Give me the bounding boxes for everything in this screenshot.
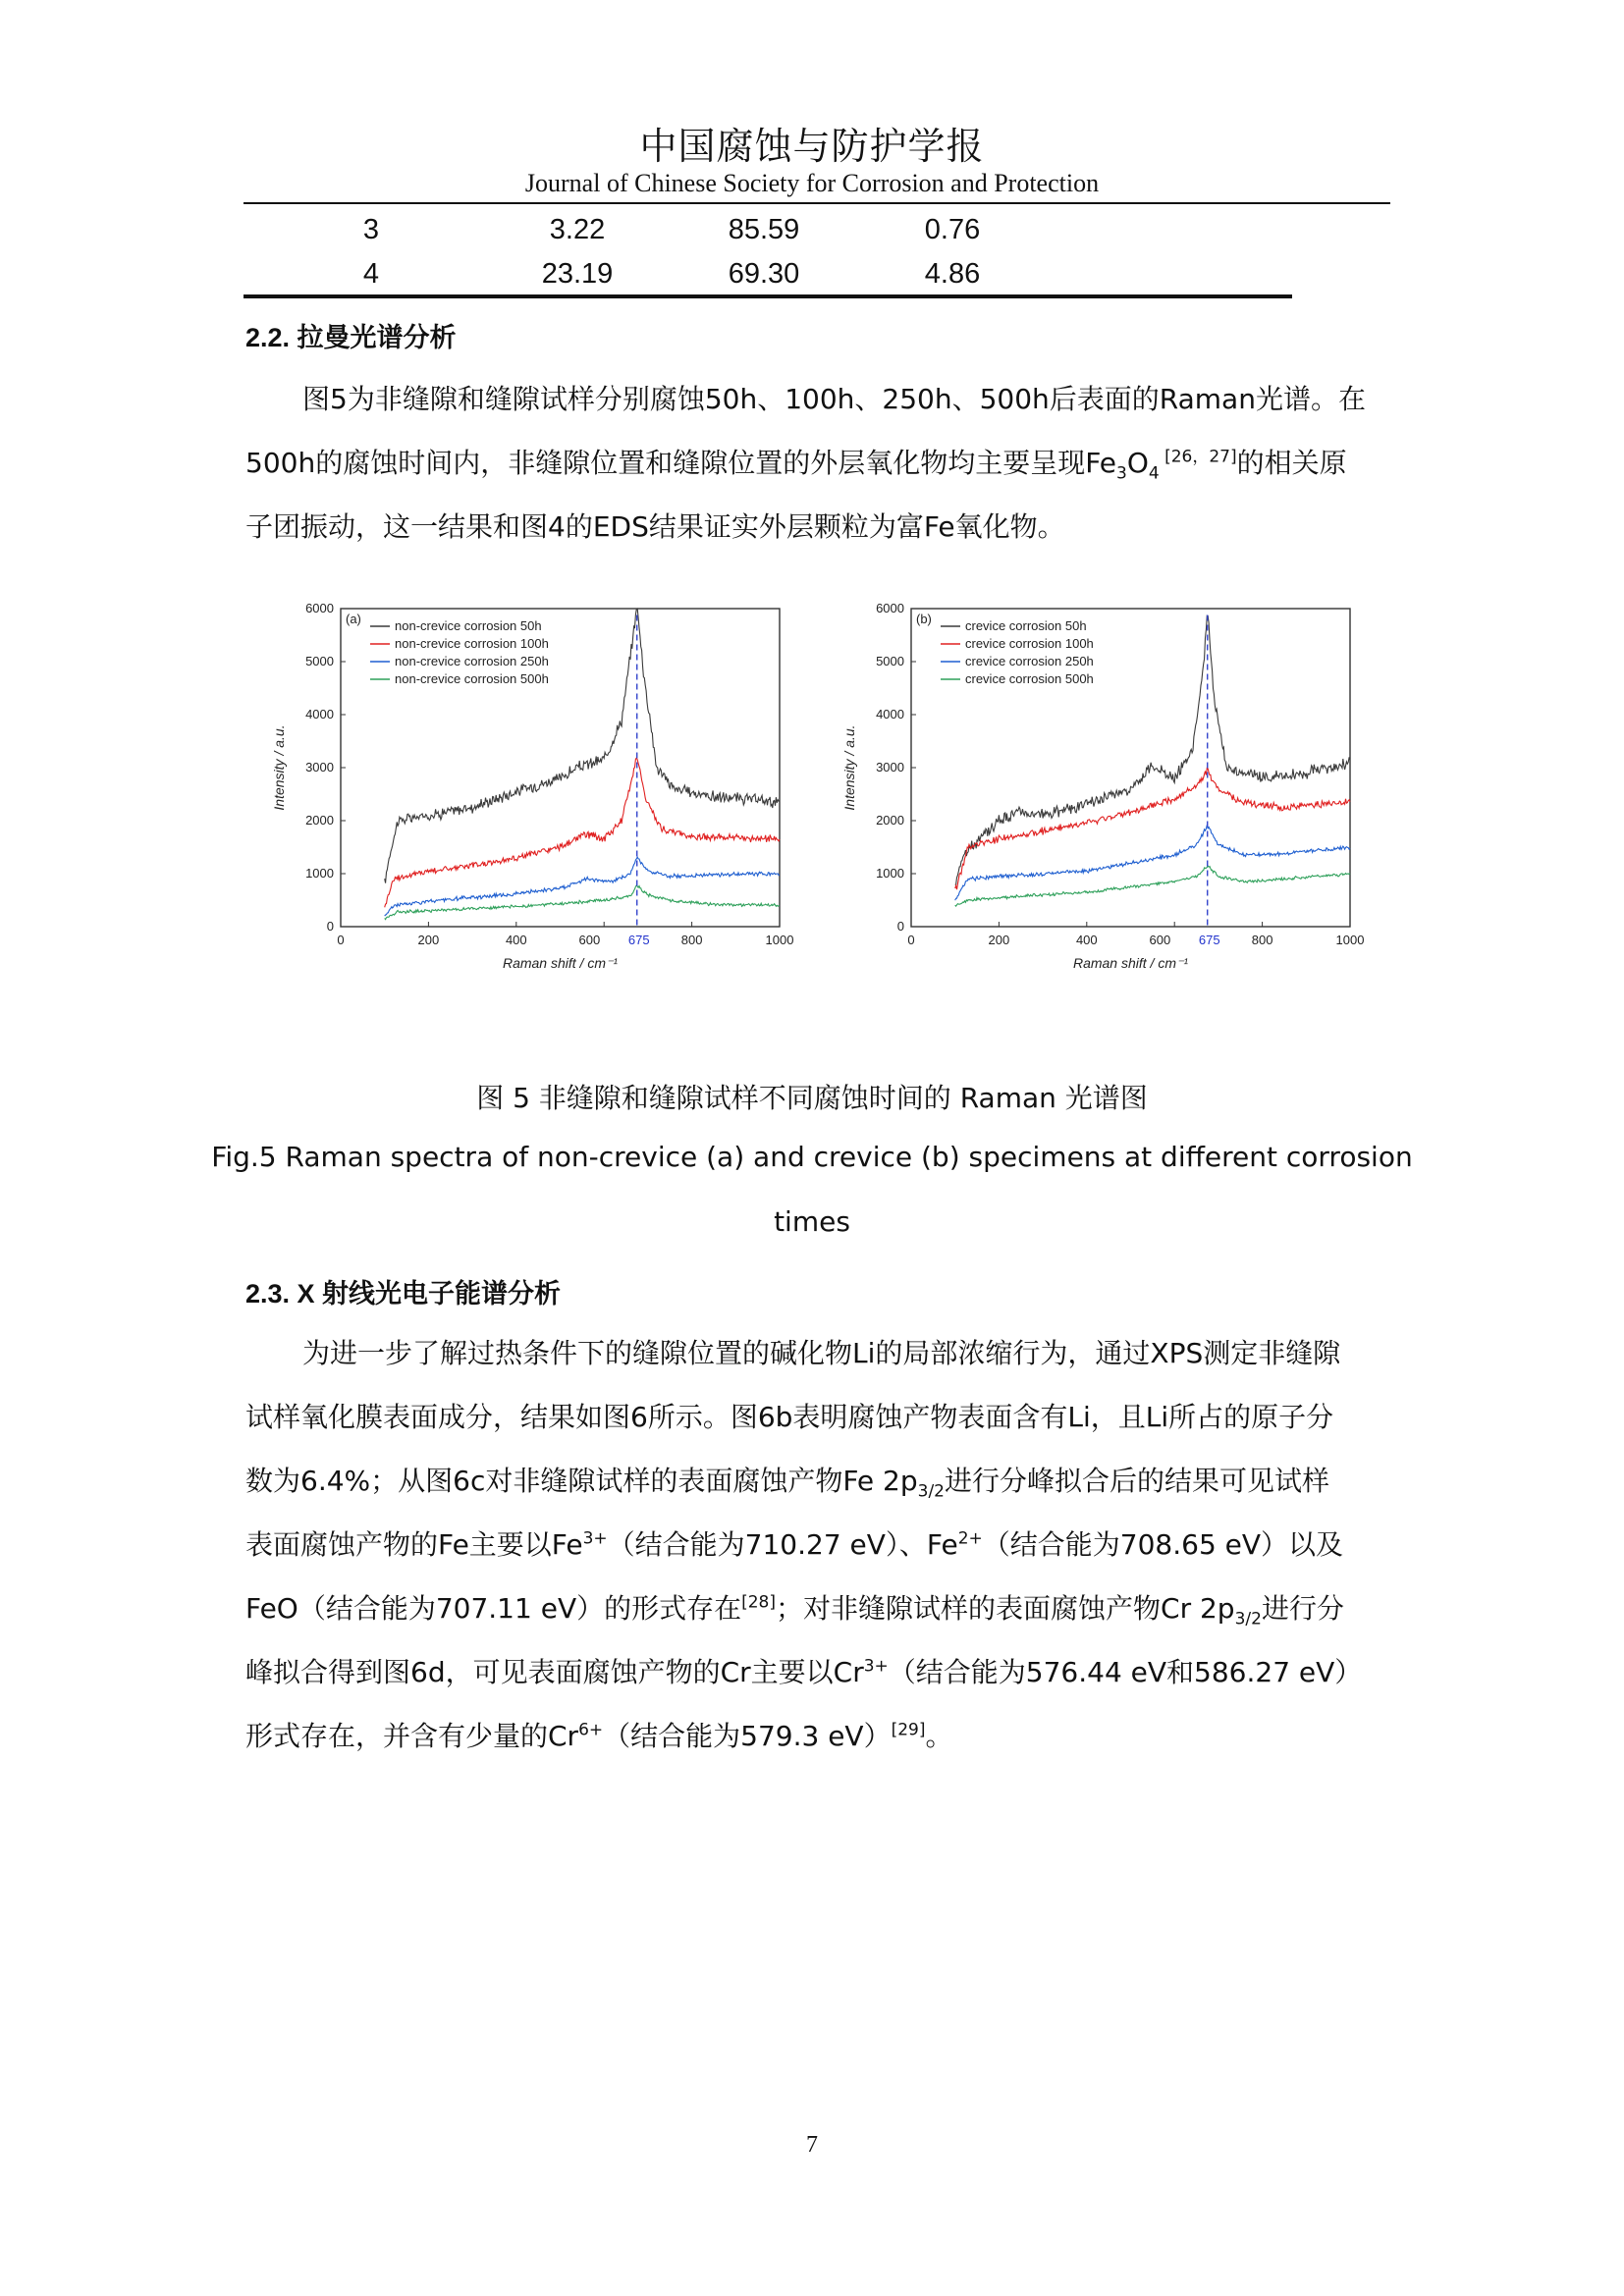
table-cell: 3 — [362, 214, 380, 245]
text-line: 进行分峰拟合后的结果可见试样 — [945, 1465, 1330, 1497]
figure-caption-en: Fig.5 Raman spectra of non-crevice (a) and crevice (b) specimens at different corrosion — [211, 1141, 1413, 1173]
table-row — [244, 210, 1292, 249]
text-line: 数为6.4%；从图6c对非缝隙试样的表面腐蚀产物Fe 2p — [245, 1465, 918, 1497]
figure-caption-cn: 图 5 非缝隙和缝隙试样不同腐蚀时间的 Raman 光谱图 — [476, 1082, 1148, 1114]
table-cell: 4.86 — [924, 258, 981, 290]
series-line — [955, 866, 1350, 906]
panel-label: (b) — [916, 612, 932, 626]
y-tick-label: 0 — [326, 919, 334, 934]
x-axis-title: Raman shift / cm⁻¹ — [1072, 955, 1189, 971]
subscript: 4 — [1148, 463, 1160, 484]
text-line: （结合能为579.3 eV） — [603, 1720, 892, 1752]
table-cell: 4 — [362, 258, 380, 290]
legend-entry: crevice corrosion 250h — [965, 654, 1094, 668]
x-tick-label: 600 — [1149, 933, 1171, 947]
chart-panel-a — [271, 601, 793, 971]
citation: [26，27] — [1159, 447, 1237, 467]
text-line: 进行分 — [1261, 1592, 1344, 1625]
legend-entry: crevice corrosion 100h — [965, 636, 1094, 651]
x-tick-label: 0 — [337, 933, 345, 947]
text-line: （结合能为708.65 eV）以及 — [982, 1528, 1344, 1561]
y-tick-label: 1000 — [305, 866, 334, 881]
text-line: 500h的腐蚀时间内，非缝隙位置和缝隙位置的外层氧化物均主要呈现Fe — [245, 447, 1116, 479]
x-tick-label: 0 — [907, 933, 915, 947]
y-tick-label: 1000 — [876, 866, 904, 881]
figure-caption-en-2: times — [774, 1205, 850, 1238]
text-line: 峰拟合得到图6d，可见表面腐蚀产物的Cr主要以Cr — [245, 1656, 864, 1688]
text-line: FeO（结合能为707.11 eV）的形式存在 — [245, 1592, 742, 1625]
y-tick-label: 4000 — [305, 707, 334, 721]
y-tick-label: 3000 — [305, 760, 334, 774]
table-bottom-rule — [244, 294, 1292, 298]
journal-title-cn: 中国腐蚀与防护学报 — [639, 125, 985, 168]
x-tick-label: 400 — [1075, 933, 1098, 947]
text-line: 为进一步了解过热条件下的缝隙位置的碱化物Li的局部浓缩行为，通过XPS测定非缝隙 — [302, 1337, 1341, 1369]
y-tick-label: 2000 — [876, 813, 904, 828]
table-cell: 3.22 — [549, 214, 606, 245]
text-line: （结合能为576.44 eV和586.27 eV） — [888, 1656, 1363, 1688]
y-axis-title: Intensity / a.u. — [841, 724, 857, 811]
journal-title-en: Journal of Chinese Society for Corrosion and Protection — [524, 169, 1100, 197]
superscript: 6+ — [578, 1720, 604, 1740]
legend-entry: non-crevice corrosion 50h — [395, 618, 542, 633]
paragraph-xps — [245, 1321, 1390, 1768]
panel-label: (a) — [346, 612, 361, 626]
citation: [29] — [891, 1720, 926, 1740]
chart-panel-b — [841, 601, 1364, 971]
x-tick-label: 600 — [578, 933, 601, 947]
legend-entry: non-crevice corrosion 250h — [395, 654, 549, 668]
series-line — [955, 769, 1350, 890]
x-tick-label: 1000 — [765, 933, 794, 947]
text-line: 图5为非缝隙和缝隙试样分别腐蚀50h、100h、250h、500h后表面的Raman光谱。在 — [302, 383, 1366, 415]
text-line: 子团振动，这一结果和图4的EDS结果证实外层颗粒为富Fe氧化物。 — [245, 510, 1065, 543]
header-rule — [244, 202, 1390, 204]
x-tick-label: 1000 — [1335, 933, 1365, 947]
y-tick-label: 3000 — [876, 760, 904, 774]
x-tick-label: 800 — [1251, 933, 1273, 947]
text-line: 的相关原 — [1236, 447, 1347, 479]
y-tick-label: 6000 — [305, 601, 334, 615]
y-tick-label: 4000 — [876, 707, 904, 721]
text-line: 形式存在，并含有少量的Cr — [245, 1720, 579, 1752]
subscript: 3/2 — [1234, 1609, 1262, 1629]
legend-entry: non-crevice corrosion 500h — [395, 671, 549, 686]
y-tick-label: 0 — [896, 919, 904, 934]
series-line — [385, 885, 780, 920]
legend-entry: non-crevice corrosion 100h — [395, 636, 549, 651]
superscript: 3+ — [582, 1528, 608, 1549]
y-tick-label: 5000 — [876, 654, 904, 668]
peak-label: 675 — [627, 933, 650, 947]
page-number: 7 — [806, 2132, 818, 2158]
x-tick-label: 800 — [680, 933, 703, 947]
figure-5 — [245, 569, 1390, 1001]
subscript: 3/2 — [917, 1481, 945, 1502]
y-tick-label: 2000 — [305, 813, 334, 828]
text-line: ；对非缝隙试样的表面腐蚀产物Cr 2p — [776, 1592, 1235, 1625]
text-line: 试样氧化膜表面成分，结果如图6所示。图6b表明腐蚀产物表面含有Li，且Li所占的原子分 — [245, 1401, 1334, 1433]
table-cell: 69.30 — [728, 258, 800, 290]
legend-entry: crevice corrosion 500h — [965, 671, 1094, 686]
y-axis-title: Intensity / a.u. — [271, 724, 287, 811]
x-tick-label: 200 — [988, 933, 1010, 947]
text-line: O — [1126, 447, 1149, 479]
citation: [28] — [741, 1592, 777, 1613]
x-axis-title: Raman shift / cm⁻¹ — [502, 955, 619, 971]
subscript: 3 — [1116, 463, 1127, 484]
series-line — [385, 758, 780, 907]
x-tick-label: 200 — [417, 933, 440, 947]
superscript: 2+ — [957, 1528, 983, 1549]
table-cell: 85.59 — [728, 214, 800, 245]
text-line: 表面腐蚀产物的Fe主要以Fe — [245, 1528, 583, 1561]
text-line: 。 — [925, 1720, 953, 1752]
legend-entry: crevice corrosion 50h — [965, 618, 1087, 633]
x-tick-label: 400 — [505, 933, 527, 947]
text-line: （结合能为710.27 eV）、Fe — [607, 1528, 958, 1561]
superscript: 3+ — [863, 1656, 889, 1677]
table-row — [244, 254, 1292, 294]
table-cell: 0.76 — [924, 214, 981, 245]
y-tick-label: 6000 — [876, 601, 904, 615]
y-tick-label: 5000 — [305, 654, 334, 668]
paragraph-raman — [245, 367, 1390, 559]
peak-label: 675 — [1198, 933, 1220, 947]
table-cell: 23.19 — [541, 258, 614, 290]
section-title: 2.3. X 射线光电子能谱分析 — [245, 1279, 562, 1308]
section-title: 2.2. 拉曼光谱分析 — [245, 323, 457, 352]
series-line — [385, 857, 780, 916]
